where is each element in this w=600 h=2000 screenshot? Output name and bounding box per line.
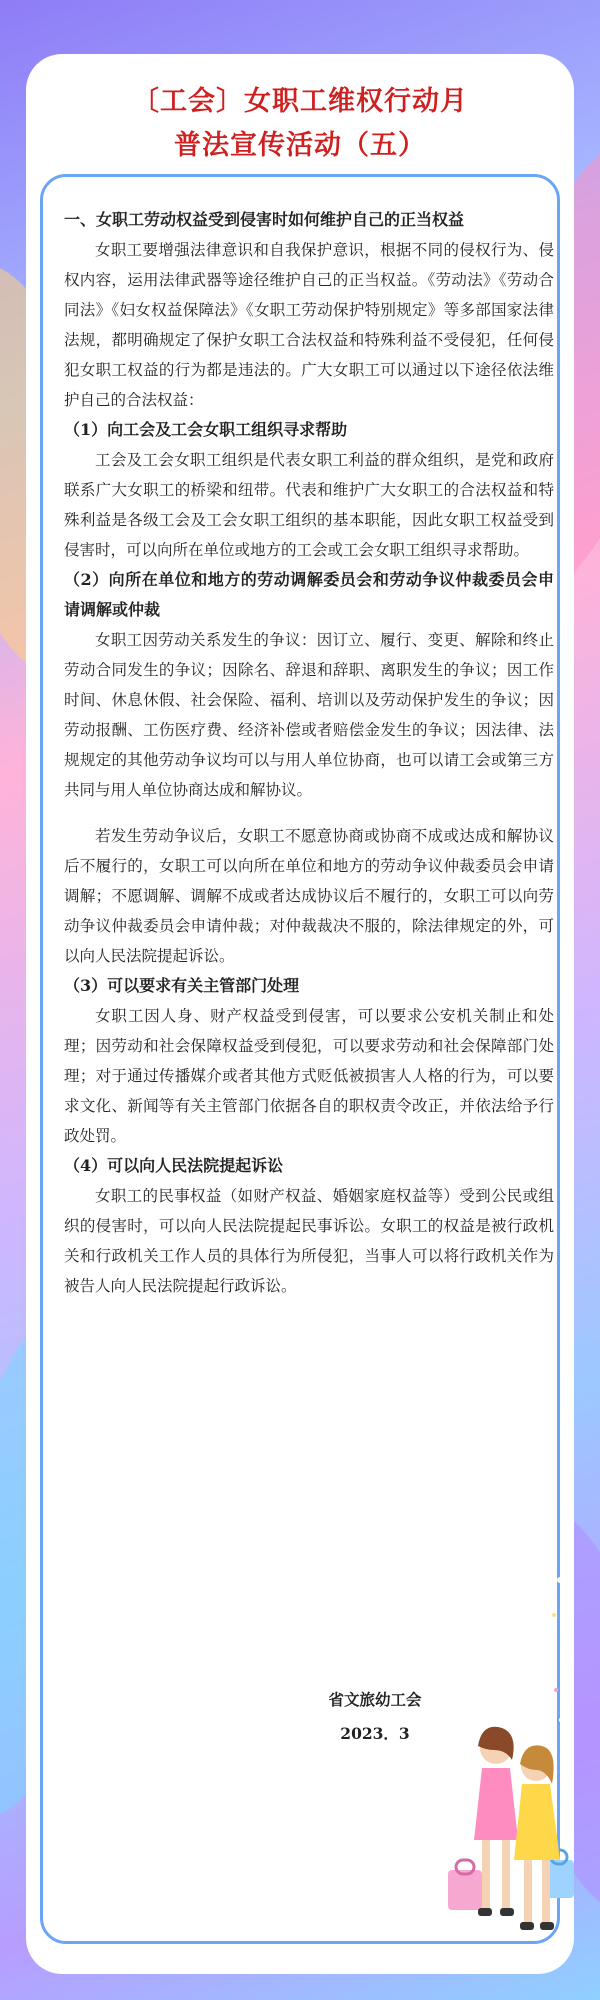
- section-2-paragraph-2: 若发生劳动争议后，女职工不愿意协商或协商不成或达成和解协议后不履行的，女职工可以向所在单位和地方的劳动争议仲裁委员会申请调解；不愿调解、调解不成或者达成协议后不履行的，女职工可以向劳动争议仲裁委员会申请仲裁；对仲裁裁决不服的，除法律规定的外，可以向人民法院提起诉讼。: [64, 827, 554, 965]
- section-4-paragraph: 女职工的民事权益（如财产权益、婚姻家庭权益等）受到公民或组织的侵害时，可以向人民法院提起民事诉讼。女职工的权益是被行政机关和行政机关工作人员的具体行为所侵犯，当事人可以将行政机关作为被告人向人民法院提起行政诉讼。: [64, 1187, 554, 1295]
- article-body: [64, 205, 554, 1301]
- section-2-heading: （2）向所在单位和地方的劳动调解委员会和劳动争议仲裁委员会申请调解或仲裁: [64, 570, 554, 619]
- intro-paragraph: 女职工要增强法律意识和自我保护意识，根据不同的侵权行为、侵权内容，运用法律武器等途径维护自己的正当权益。《劳动法》《劳动合同法》《妇女权益保障法》《女职工劳动保护特别规定》等多部国家法律法规，都明确规定了保护女职工合法权益和特殊利益不受侵犯，任何侵犯女职工权益的行为都是违法的。广大女职工可以通过以下途径依法维护自己的合法权益：: [64, 241, 554, 409]
- sparkle-decor-icon: [540, 1570, 580, 1730]
- title-line-1: 〔工会〕女职工维权行动月: [132, 86, 468, 117]
- section-3-heading: （3）可以要求有关主管部门处理: [64, 976, 300, 995]
- signature-org: 省文旅幼工会: [328, 1690, 422, 1709]
- signature-date: 2023．3: [340, 1724, 410, 1743]
- article-heading: 一、女职工劳动权益受到侵害时如何维护自己的正当权益: [64, 210, 465, 229]
- title-line-2: 普法宣传活动（五）: [174, 130, 426, 161]
- section-4-heading: （4）可以向人民法院提起诉讼: [64, 1156, 284, 1175]
- page-title: [26, 80, 574, 168]
- section-1-heading: （1）向工会及工会女职工组织寻求帮助: [64, 420, 348, 439]
- section-2-paragraph-1: 女职工因劳动关系发生的争议：因订立、履行、变更、解除和终止劳动合同发生的争议；因除名、辞退和辞职、离职发生的争议；因工作时间、休息休假、社会保险、福利、培训以及劳动保护发生的争议；因劳动报酬、工伤医疗费、经济补偿或者赔偿金发生的争议；因法律、法规规定的其他劳动争议均可以与用人单位协商，也可以请工会或第三方共同与用人单位协商达成和解协议。: [64, 631, 554, 799]
- women-illustration-icon: [448, 1720, 578, 1950]
- section-3-paragraph: 女职工因人身、财产权益受到侵害，可以要求公安机关制止和处理；因劳动和社会保障权益受到侵犯，可以要求劳动和社会保障部门处理；对于通过传播媒介或者其他方式贬低被损害人人格的行为，可以要求文化、新闻等有关主管部门依据各自的职权责令改正，并依法给予行政处罚。: [64, 1007, 554, 1145]
- section-1-paragraph: 工会及工会女职工组织是代表女职工利益的群众组织，是党和政府联系广大女职工的桥梁和纽带。代表和维护广大女职工的合法权益和特殊利益是各级工会及工会女职工组织的基本职能，因此女职工权益受到侵害时，可以向所在单位或地方的工会或工会女职工组织寻求帮助。: [64, 451, 554, 559]
